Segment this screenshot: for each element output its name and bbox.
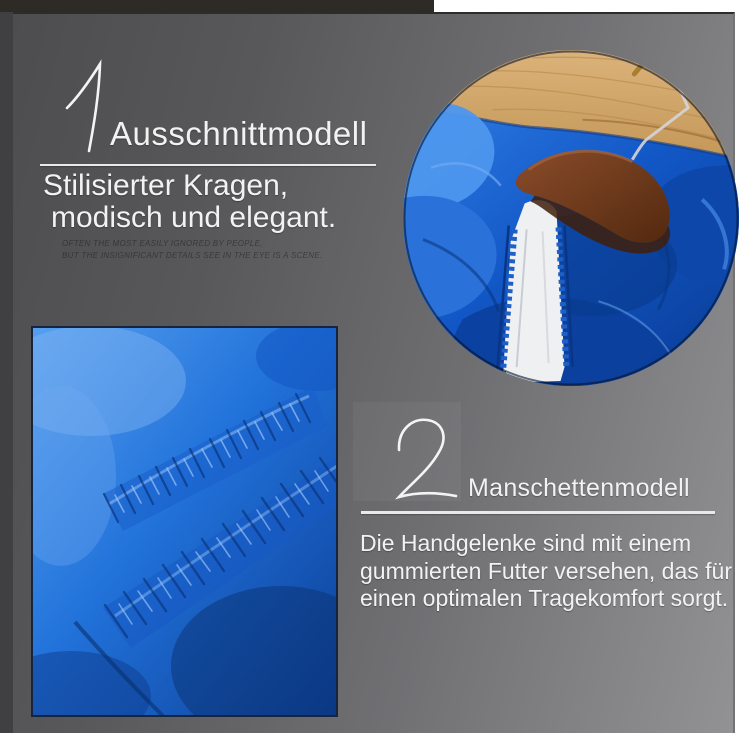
text-line: BUT THE INSIGNIFICANT DETAILS SEE IN THE EYE IS A SCENE. <box>62 250 323 260</box>
section-1-fine-print <box>62 238 323 261</box>
section-2-description <box>360 530 732 613</box>
collar-photo-art <box>403 50 739 386</box>
section-1-title: Ausschnittmodell <box>110 115 368 152</box>
text-line: einen optimalen Tragekomfort sorgt. <box>360 585 729 611</box>
section-1-number-glyph <box>63 60 109 155</box>
section-1-description <box>43 170 336 234</box>
gray-detail-panel <box>13 12 735 733</box>
text-line: modisch und elegant. <box>51 201 337 234</box>
section-2-title: Manschettenmodell <box>468 474 690 502</box>
cuff-photo <box>31 326 338 717</box>
top-dark-strip <box>0 0 434 12</box>
cuff-photo-art <box>31 326 338 717</box>
section-1-divider <box>40 164 376 166</box>
section-2-divider <box>361 511 715 514</box>
text-line: Die Handgelenke sind mit einem <box>360 530 692 556</box>
panel-left-edge <box>0 12 13 733</box>
section-2-number-glyph <box>391 416 461 504</box>
text-line: Stilisierter Kragen, <box>43 169 289 202</box>
text-line: gummierten Futter versehen, das für <box>360 557 732 584</box>
collar-photo <box>403 50 739 386</box>
text-line: OFTEN THE MOST EASILY IGNORED BY PEOPLE, <box>62 239 263 248</box>
